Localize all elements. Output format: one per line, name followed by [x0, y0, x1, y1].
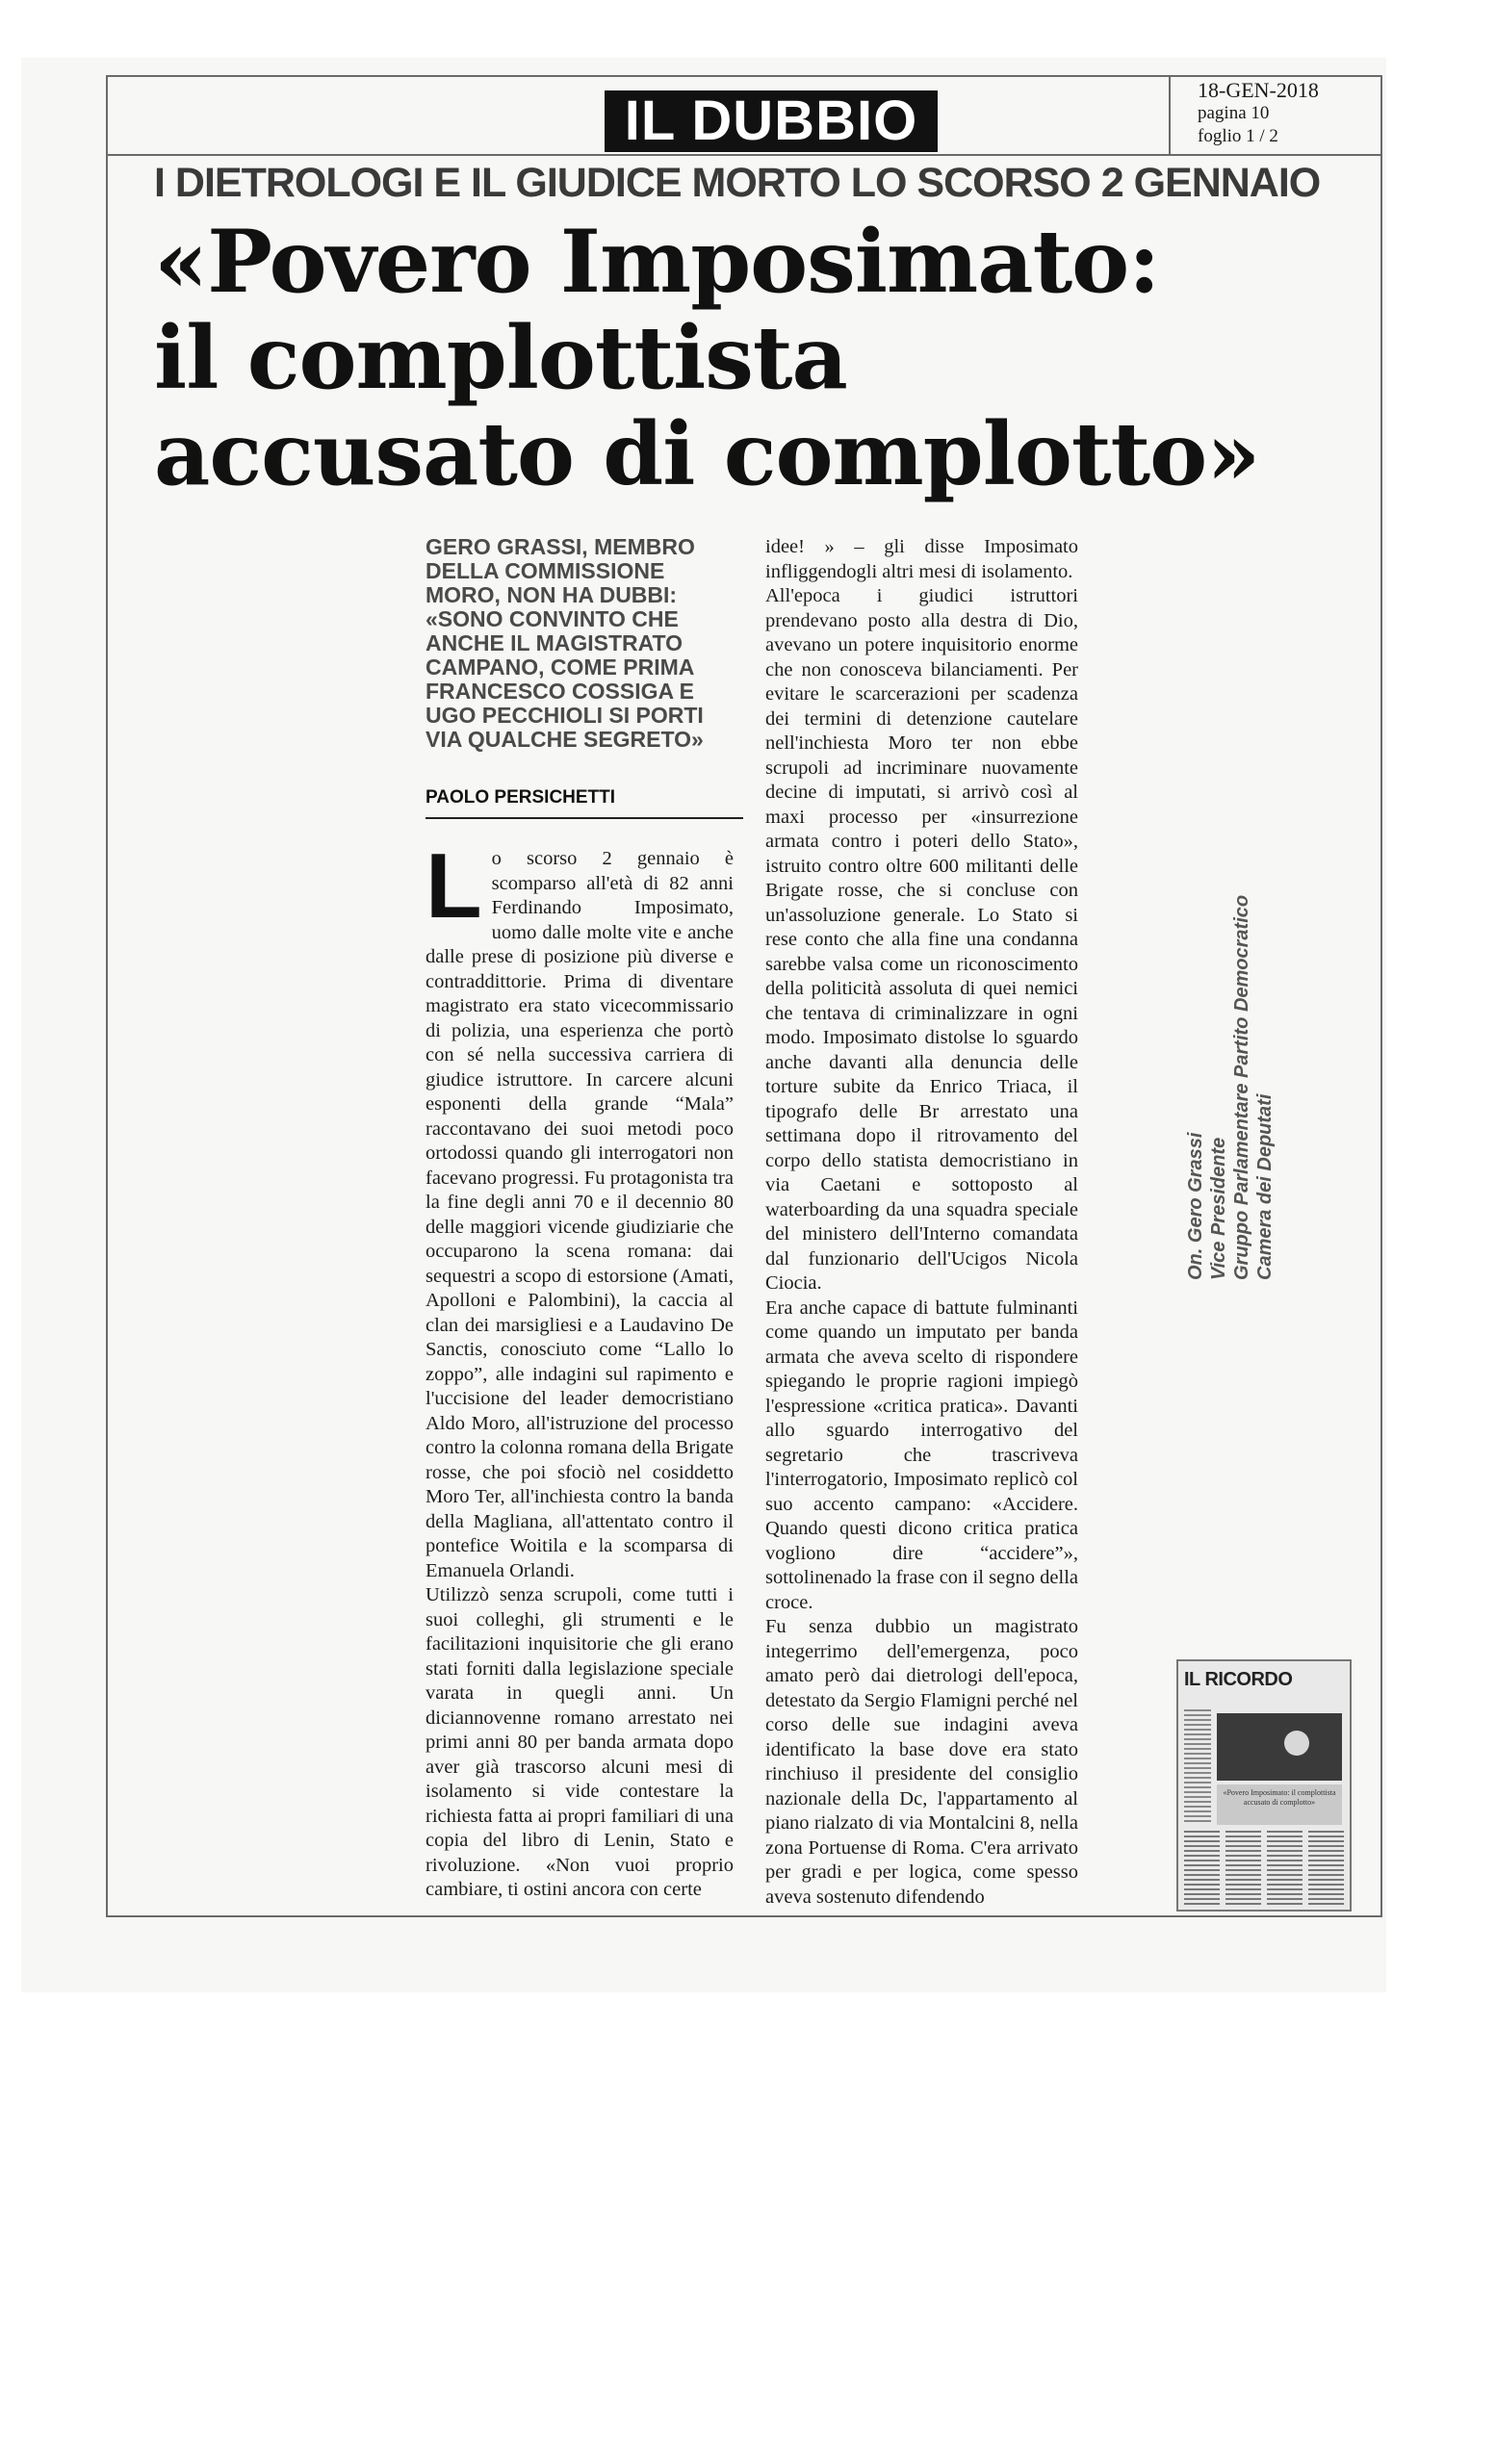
article-headline [154, 211, 1377, 505]
article-kicker: I DIETROLOGI E IL GIUDICE MORTO LO SCORSO 2 GENNAIO [154, 160, 1321, 206]
article-paragraph: Fu senza dubbio un magistrato integerrimo dell'emergenza, poco amato però dai dietrologi dell'epoca, detestato da Sergio Flamigni perché nel corso delle sue indagini aveva identificato la base dove era stato rinchiuso il presidente del consiglio nazionale della Dc, l'appartamento al piano rialzato di via Montalcini 8, nella zona Portuense di Roma. C'era arrivato per gradi e per logica, come spesso aveva sostenuto difendendo [765, 1616, 1078, 1908]
headline-line-1: «Povero Imposimato: [154, 211, 1160, 313]
article-column-2 [765, 535, 1078, 1910]
handwritten-annotation [1184, 895, 1277, 1280]
drop-cap: L [426, 834, 482, 937]
page-thumbnail [1176, 1659, 1352, 1912]
paragraph-text: o scorso 2 gennaio è scomparso all'età di 82 anni Ferdinando Imposimato, uomo dalle molte vite e anche dalle prese di posizione più diverse e contraddittorie. Prima di diventare magistrato era stato vicecommissario di polizia, una esperienza che portò con sé nella successiva carriera di giudice istruttore. In carcere alcuni esponenti della grande “Mala” raccontavano dei suoi metodi poco ortodossi quando gli interrogatori non facevano progressi. Fu protagonista tra la fine degli anni 70 e il decennio 80 delle maggiori vicende giudiziarie che occuparono la scena romana: dai sequestri a scopo di estorsione (Amati, Apolloni e Palombini), la caccia al clan dei marsigliesi e a Laudavino De Sanctis, conosciuto come “Lallo lo zoppo”, alle indagini sul rapimento e l'uccisione del leader democristiano Aldo Moro, all'istruzione del processo contro la colonna romana della Brigate rosse, che poi sfociò nel cosiddetto Moro Ter, all'inchiesta contro la banda della Magliana, all'attentato contro il pontefice Woitila e la scomparsa di Emanuela Orlandi. [426, 848, 734, 1581]
headline-line-2: il complottista [154, 307, 847, 409]
author-divider [426, 817, 743, 819]
thumbnail-columns [1184, 1831, 1344, 1906]
thumbnail-text-block [1184, 1709, 1211, 1825]
article-subhead: GERO GRASSI, MEMBRO DELLA COMMISSIONE MORO, NON HA DUBBI: «SONO CONVINTO CHE ANCHE IL MAGISTRATO CAMPANO, COME PRIMA FRANCESCO COSSIGA E UGO PECCHIOLI SI PORTI VIA QUALCHE SEGRETO» [426, 534, 704, 752]
article-paragraph: Utilizzò senza scrupoli, come tutti i suoi colleghi, gli strumenti e le facilitazioni inquisitorie che gli erano stati forniti dalla legislazione speciale varata in quegli anni. Un diciannovenne romano arrestato nei primi anni 80 per banda armata dopo aver già trascorso alcuni mesi di isolamento si vide contestare la richiesta fatta ai propri familiari di una copia del libro di Lenin, Stato e rivoluzione. «Non vuoi proprio cambiare, ti ostini ancora con certe [426, 1584, 734, 1900]
headline-line-3: accusato di complotto» [154, 403, 1260, 505]
thumbnail-title: IL RICORDO [1184, 1669, 1293, 1690]
article-paragraph: All'epoca i giudici istruttori prendevano posto alla destra di Dio, avevano un potere inquisitorio enorme che non conosceva bilanciamenti. Per evitare le scarcerazioni per scadenza dei termini di detenzione cautelare nell'inchiesta Moro ter non ebbe scrupoli ad incriminare nuovamente decine di imputati, si arrivò così al maxi processo per «insurrezione armata contro i poteri dello Stato», istruito contro oltre 600 militanti delle Brigate rosse, che si concluse con un'assoluzione generale. Lo Stato si rese conto che alla fine una condanna sarebbe valsa come un riconoscimento della politicità assoluta di quei nemici che tentava di criminalizzare in ogni modo. Imposimato distolse lo sguardo anche davanti alla denuncia delle torture subite da Enrico Triaca, il tipografo delle Br arrestato una settimana dopo il ritrovamento del corpo dello statista democristiano in via Caetani e sottoposto al waterboarding da una squadra speciale del ministero dell'Interno comandata dal funzionario dell'Ucigos Nicola Ciocia. [765, 585, 1078, 1294]
clipping-page: pagina 10 [1198, 103, 1270, 123]
logo-text: IL DUBBIO [624, 90, 918, 152]
clipping-date: 18-GEN-2018 [1198, 78, 1319, 102]
article-column-1 [426, 834, 734, 1903]
thumbnail-caption: «Povero Imposimato: il complottista accusato di complotto» [1217, 1784, 1342, 1825]
annotation-line: On. Gero Grassi [1185, 1132, 1206, 1280]
newspaper-logo [605, 90, 938, 152]
annotation-line: Gruppo Parlamentare Partito Democratico [1231, 894, 1252, 1280]
clipping-sheet: foglio 1 / 2 [1198, 126, 1278, 146]
annotation-line: Camera dei Deputati [1254, 1093, 1276, 1280]
annotation-line: Vice Presidente [1208, 1137, 1229, 1280]
article-paragraph: idee! » – gli disse Imposimato infliggendogli altri mesi di isolamento. [765, 536, 1078, 582]
article-paragraph: Era anche capace di battute fulminanti come quando un imputato per banda armata che aveva scelto di rispondere spiegando le proprie ragioni impiegò l'espressione «critica pratica». Davanti allo sguardo interrogativo del segretario che trascriveva l'interrogatorio, Imposimato replicò col suo accento campano: «Accidere. Quando questi dicono critica pratica vogliono dire “accidere”», sottolinenado la frase con il segno della croce. [765, 1296, 1078, 1613]
clipping-stamp [1169, 77, 1382, 156]
article-author: PAOLO PERSICHETTI [426, 787, 616, 808]
article-paragraph [426, 834, 734, 1583]
thumbnail-photo [1217, 1713, 1342, 1781]
